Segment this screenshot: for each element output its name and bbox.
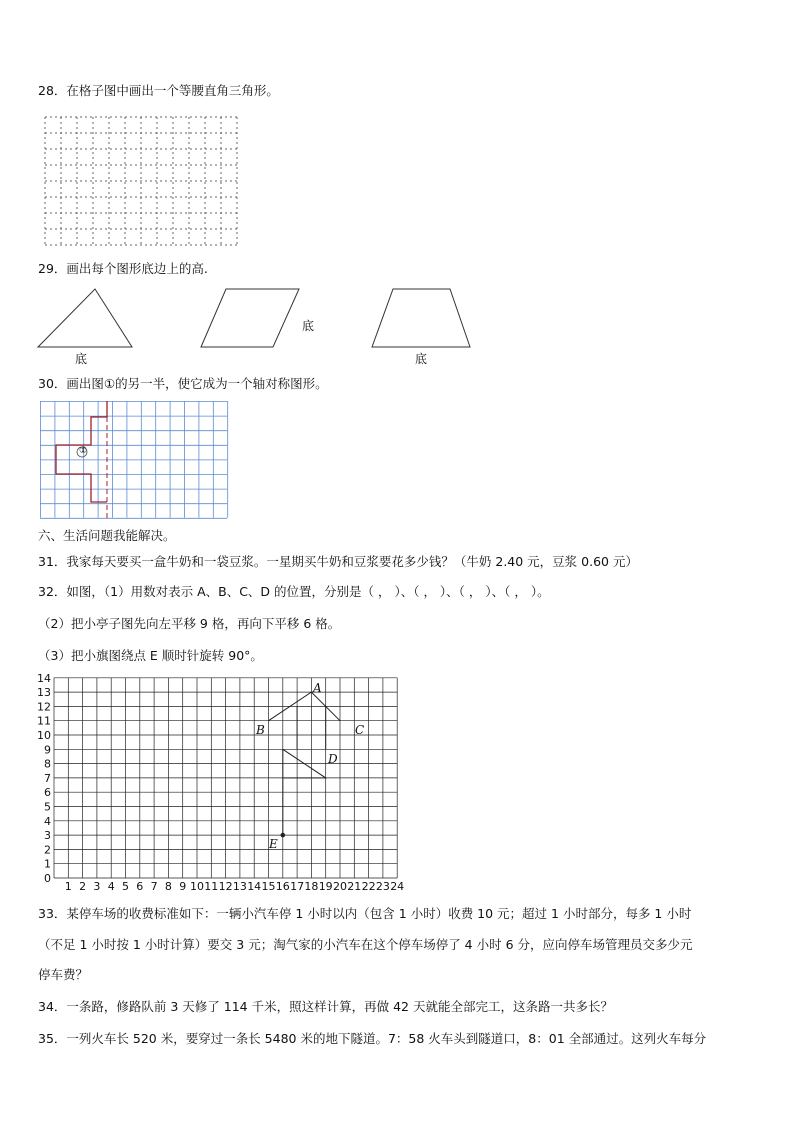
x-tick-label: 9 xyxy=(179,880,187,893)
x-tick-label: 20 xyxy=(333,880,347,893)
x-tick-label: 24 xyxy=(390,880,405,893)
point-d-label: D xyxy=(328,752,338,766)
parallelogram-base-label: 底 xyxy=(302,319,315,333)
q35-text: 35．一列火车长 520 米，要穿过一条长 5480 米的地下隧道。7：58 火车头到隧道口，8：01 全部通过。这列火车每分 xyxy=(38,1031,707,1046)
q32-text: 32．如图，（1）用数对表示 A、B、C、D 的位置，分别是（ ， ）、（ ， ）、（ ， ）、（ ， ）。 xyxy=(38,584,550,599)
point-c-label: C xyxy=(355,723,365,737)
x-tick-label: 10 xyxy=(190,880,204,893)
symmetry-grid[interactable] xyxy=(40,401,230,520)
x-tick-label: 11 xyxy=(204,880,219,893)
y-tick-label: 8 xyxy=(44,757,51,771)
x-tick-label: 14 xyxy=(247,880,262,893)
q29-text: 29．画出每个图形底边上的高. xyxy=(38,261,208,276)
y-tick-label: 10 xyxy=(37,729,51,742)
trapezoid-base-label: 底 xyxy=(415,352,428,366)
y-tick-label: 5 xyxy=(44,800,51,814)
y-tick-label: 14 xyxy=(37,672,51,685)
x-tick-label: 13 xyxy=(232,880,247,893)
section6-heading: 六、生活问题我能解决。 xyxy=(38,528,176,543)
x-tick-label: 2 xyxy=(79,880,87,893)
x-tick-label: 3 xyxy=(93,880,101,893)
x-tick-label: 15 xyxy=(261,880,276,893)
x-tick-label: 17 xyxy=(290,880,305,893)
y-tick-label: 3 xyxy=(44,829,51,843)
q34-text: 34．一条路，修路队前 3 天修了 114 千米，照这样计算，再做 42 天就能全部完工，这条路一共多长？ xyxy=(38,999,613,1014)
parallelogram-shape xyxy=(201,289,299,347)
x-tick-label: 6 xyxy=(136,880,144,893)
point-b-label: B xyxy=(256,723,265,737)
coordinate-grid[interactable] xyxy=(30,672,414,896)
q32-part3: （3）把小旗图绕点 E 顺时针旋转 90°。 xyxy=(38,648,263,663)
x-tick-label: 12 xyxy=(218,880,233,893)
q28-text: 28．在格子图中画出一个等腰直角三角形。 xyxy=(38,83,279,98)
y-tick-label: 12 xyxy=(37,700,51,714)
y-tick-label: 9 xyxy=(44,743,51,757)
point-a-label: A xyxy=(313,681,322,695)
y-tick-label: 2 xyxy=(44,843,51,857)
trapezoid-shape xyxy=(372,289,470,347)
point-e xyxy=(281,833,285,837)
x-tick-label: 16 xyxy=(275,880,290,893)
x-tick-label: 8 xyxy=(164,880,172,893)
x-tick-label: 1 xyxy=(64,880,72,893)
x-tick-label: 22 xyxy=(361,880,376,893)
x-tick-label: 19 xyxy=(318,880,333,893)
y-tick-label: 11 xyxy=(37,714,51,728)
y-tick-label: 1 xyxy=(44,857,51,871)
x-tick-label: 7 xyxy=(150,880,158,893)
triangle-shape xyxy=(38,289,132,347)
dotted-grid[interactable] xyxy=(44,116,240,248)
y-tick-label: 0 xyxy=(44,872,51,885)
x-tick-label: 21 xyxy=(347,880,362,893)
q33-line1: 33．某停车场的收费标准如下：一辆小汽车停 1 小时以内（包含 1 小时）收费 10 元；超过 1 小时部分，每多 1 小时 xyxy=(38,906,692,921)
y-tick-label: 13 xyxy=(37,686,51,700)
shape-number-label: ① xyxy=(79,446,88,456)
q32-part2: （2）把小亭子图先向左平移 9 格，再向下平移 6 格。 xyxy=(38,616,341,631)
q30-text: 30．画出图①的另一半，使它成为一个轴对称图形。 xyxy=(38,376,328,391)
point-e-label: E xyxy=(269,837,278,851)
y-tick-label: 4 xyxy=(44,814,51,828)
y-tick-label: 6 xyxy=(44,786,51,800)
triangle-base-label: 底 xyxy=(75,352,88,366)
y-tick-label: 7 xyxy=(44,771,51,785)
q31-text: 31．我家每天要买一盒牛奶和一袋豆浆。一星期买牛奶和豆浆要花多少钱？（牛奶 2.40 元，豆浆 0.60 元） xyxy=(38,554,638,569)
x-tick-label: 18 xyxy=(304,880,319,893)
q33-line3: 停车费？ xyxy=(38,967,89,982)
q29-figures xyxy=(36,284,476,366)
q33-line2: （不足 1 小时按 1 小时计算）要交 3 元；淘气家的小汽车在这个停车场停了 4 小时 6 分，应向停车场管理员交多少元 xyxy=(38,937,693,952)
x-tick-label: 5 xyxy=(122,880,129,893)
x-tick-label: 4 xyxy=(107,880,115,893)
x-tick-label: 23 xyxy=(375,880,390,893)
